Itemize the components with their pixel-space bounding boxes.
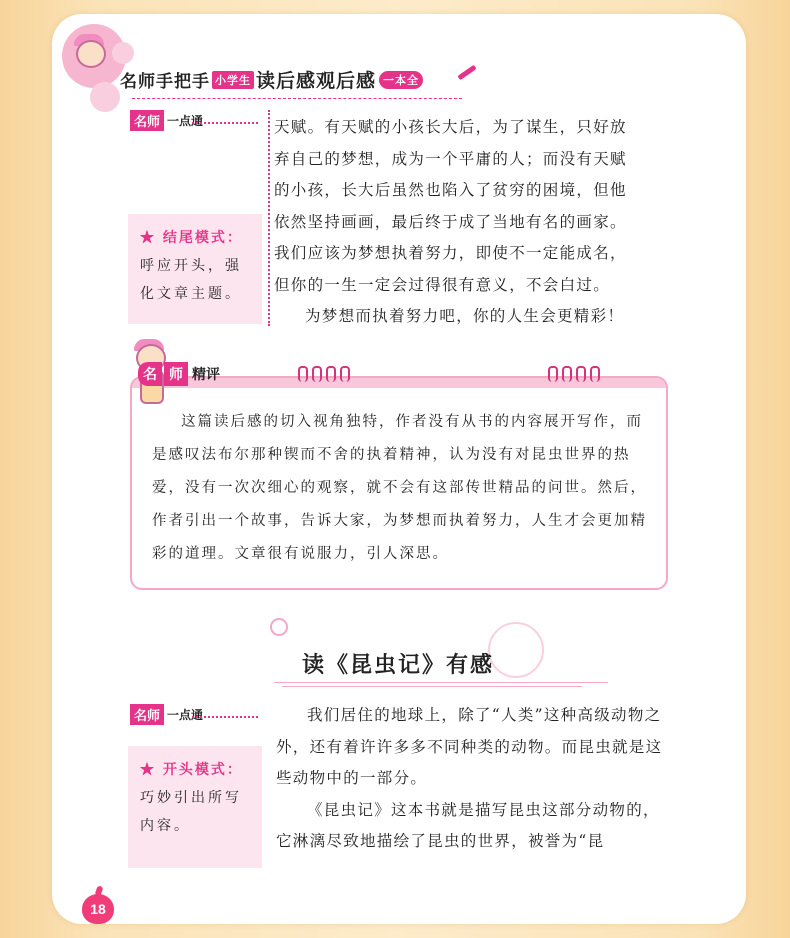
article-continuation bbox=[274, 112, 670, 333]
tip-title: ★ 开头模式： bbox=[140, 762, 243, 778]
section-title: 读《昆虫记》有感 bbox=[302, 653, 495, 678]
tip-title: ★ 结尾模式： bbox=[140, 230, 243, 246]
review-label-3: 精评 bbox=[192, 367, 220, 383]
header-bubble bbox=[90, 82, 120, 112]
tip-tag-text: 一点通 bbox=[167, 114, 204, 128]
tip-tag bbox=[130, 110, 203, 131]
section-underline bbox=[282, 686, 582, 687]
body-line: 依然坚持画画，最后终于成了当地有名的画家。 bbox=[274, 212, 627, 231]
column-separator bbox=[268, 110, 270, 326]
page-header bbox=[52, 14, 746, 124]
tip-tag-text: 一点通 bbox=[167, 708, 204, 722]
pencil-icon bbox=[457, 65, 476, 81]
header-underline bbox=[132, 98, 462, 99]
body-line: 的小孩，长大后虽然也陷入了贫穷的困境，但他 bbox=[274, 181, 627, 199]
tip-text: 呼应开头，强化文章主题。 bbox=[140, 258, 242, 302]
article-body bbox=[276, 700, 672, 858]
binder-ring-icon bbox=[312, 366, 322, 382]
binder-ring-icon bbox=[576, 366, 586, 382]
tip-dotted-line bbox=[192, 716, 258, 718]
header-title-sub: 读后感观后感 bbox=[256, 70, 377, 92]
header-title-badge: 小学生 bbox=[212, 71, 254, 89]
review-paragraph: 这篇读后感的切入视角独特，作者没有从书的内容展开写作，而是感叹法布尔那种锲而不舍的执着精神，认为没有对昆虫世界的热爱，没有一次次细心的观察，就不会有这部传世精品的问世。然后，作者引出一个故事，告诉大家，为梦想而执着努力，人生才会更加精彩的道理。文章很有说服力，引人深思。 bbox=[152, 414, 647, 562]
binder-ring-icon bbox=[340, 366, 350, 382]
review-label bbox=[138, 362, 220, 386]
tip-box-opening bbox=[128, 746, 262, 868]
tip-text: 巧妙引出所写内容。 bbox=[140, 790, 242, 834]
section-underline bbox=[274, 682, 608, 683]
body-line: 天赋。有天赋的小孩长大后，为了谋生，只好放 bbox=[274, 118, 627, 136]
review-text bbox=[152, 406, 652, 571]
body-closing: 为梦想而执着努力吧，你的人生会更精彩！ bbox=[305, 307, 625, 325]
header-title-tag: 一本全 bbox=[379, 71, 423, 89]
header-title bbox=[120, 66, 423, 93]
body-paragraph: 我们居住的地球上，除了“人类”这种高级动物之外，还有着许许多多不同种类的动物。而昆虫就是这些动物中的一部分。 bbox=[276, 706, 663, 787]
review-label-1: 名 bbox=[138, 362, 162, 386]
binder-ring-icon bbox=[548, 366, 558, 382]
body-paragraph: 《昆虫记》这本书就是描写昆虫这部分动物的，它淋漓尽致地描绘了昆虫的世界，被誉为“昆 bbox=[276, 800, 660, 850]
binder-ring-icon bbox=[590, 366, 600, 382]
decor-circle bbox=[270, 618, 288, 636]
body-line: 我们应该为梦想执着努力，即使不一定能成名， bbox=[274, 244, 627, 262]
page-sheet bbox=[52, 14, 746, 924]
body-line: 但你的一生一定会过得很有意义，不会白过。 bbox=[274, 275, 611, 294]
tip-tag bbox=[130, 704, 203, 725]
decor-circle bbox=[488, 622, 544, 678]
tip-tag-badge: 名师 bbox=[130, 704, 164, 725]
tip-tag-badge: 名师 bbox=[130, 110, 164, 131]
review-box bbox=[130, 376, 668, 590]
review-label-2: 师 bbox=[164, 362, 188, 386]
binder-ring-icon bbox=[326, 366, 336, 382]
header-bubble bbox=[112, 42, 134, 64]
header-title-main: 名师手把手 bbox=[120, 72, 210, 92]
binder-ring-icon bbox=[298, 366, 308, 382]
binder-ring-icon bbox=[562, 366, 572, 382]
tip-box-ending bbox=[128, 214, 262, 324]
tip-dotted-line bbox=[192, 122, 258, 124]
header-boy-head bbox=[76, 40, 106, 68]
page-number: 18 bbox=[82, 894, 114, 924]
body-line: 弃自己的梦想，成为一个平庸的人；而没有天赋 bbox=[274, 149, 627, 168]
